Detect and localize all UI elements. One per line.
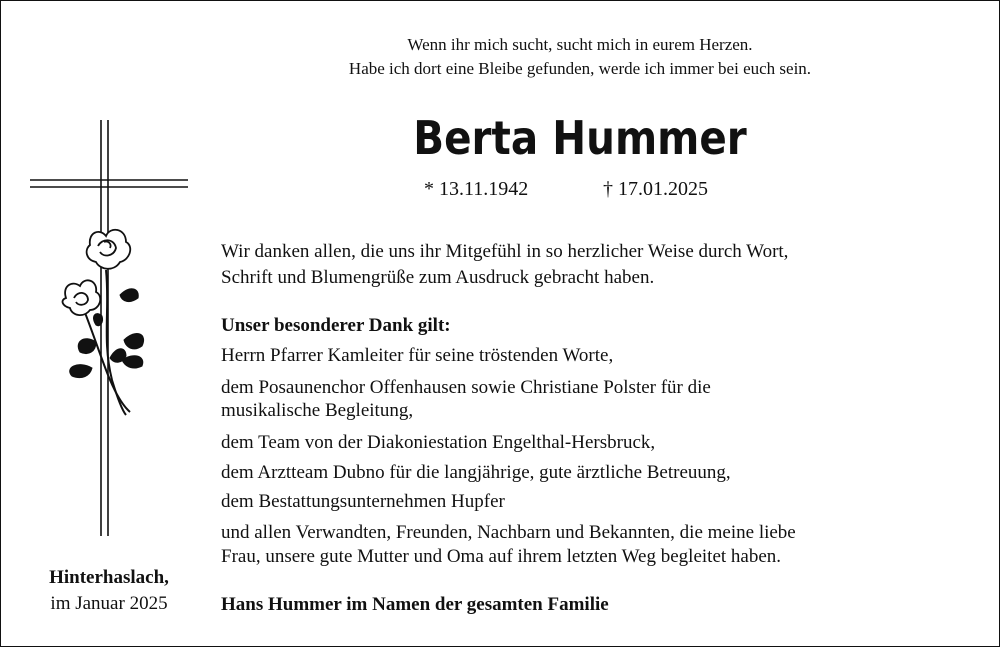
thanks-item: dem Posaunenchor Offenhausen sowie Christiane Polster für die [221,377,711,398]
thanks-item: musikalische Begleitung, [221,400,414,421]
thanks-item: Herrn Pfarrer Kamleiter für seine tröstenden Worte, [221,345,614,366]
thanks-item: dem Team von der Diakoniestation Engelthal-Hersbruck, [221,432,656,453]
death-date: † 17.01.2025 [603,178,708,200]
thanks-heading: Unser besonderer Dank gilt: [221,315,451,336]
birth-date: * 13.11.1942 [424,178,529,200]
thanks-item: dem Bestattungsunternehmen Hupfer [221,491,505,512]
thanks-item: dem Arztteam Dubno für die langjährige, gute ärztliche Betreuung, [221,462,731,483]
cross-with-rose-icon [30,120,195,545]
thanks-item: und allen Verwandten, Freunden, Nachbarn und Bekannten, die meine liebe [221,522,796,543]
thanks-item: Frau, unsere gute Mutter und Oma auf ihrem letzten Weg begleitet haben. [221,546,782,567]
deceased-name: Berta Hummer [413,111,747,165]
thanks-intro-line-1: Wir danken allen, die uns ihr Mitgefühl in so herzlicher Weise durch Wort, [221,241,789,262]
thanks-intro-line-2: Schrift und Blumengrüße zum Ausdruck gebracht haben. [221,267,655,288]
place-date: im Januar 2025 [50,593,168,614]
place-town: Hinterhaslach, [49,567,169,588]
verse-line-2: Habe ich dort eine Bleibe gefunden, werde ich immer bei euch sein. [348,59,812,78]
verse-line-1: Wenn ihr mich sucht, sucht mich in eurem Herzen. [407,35,753,54]
signature: Hans Hummer im Namen der gesamten Familie [221,594,609,615]
